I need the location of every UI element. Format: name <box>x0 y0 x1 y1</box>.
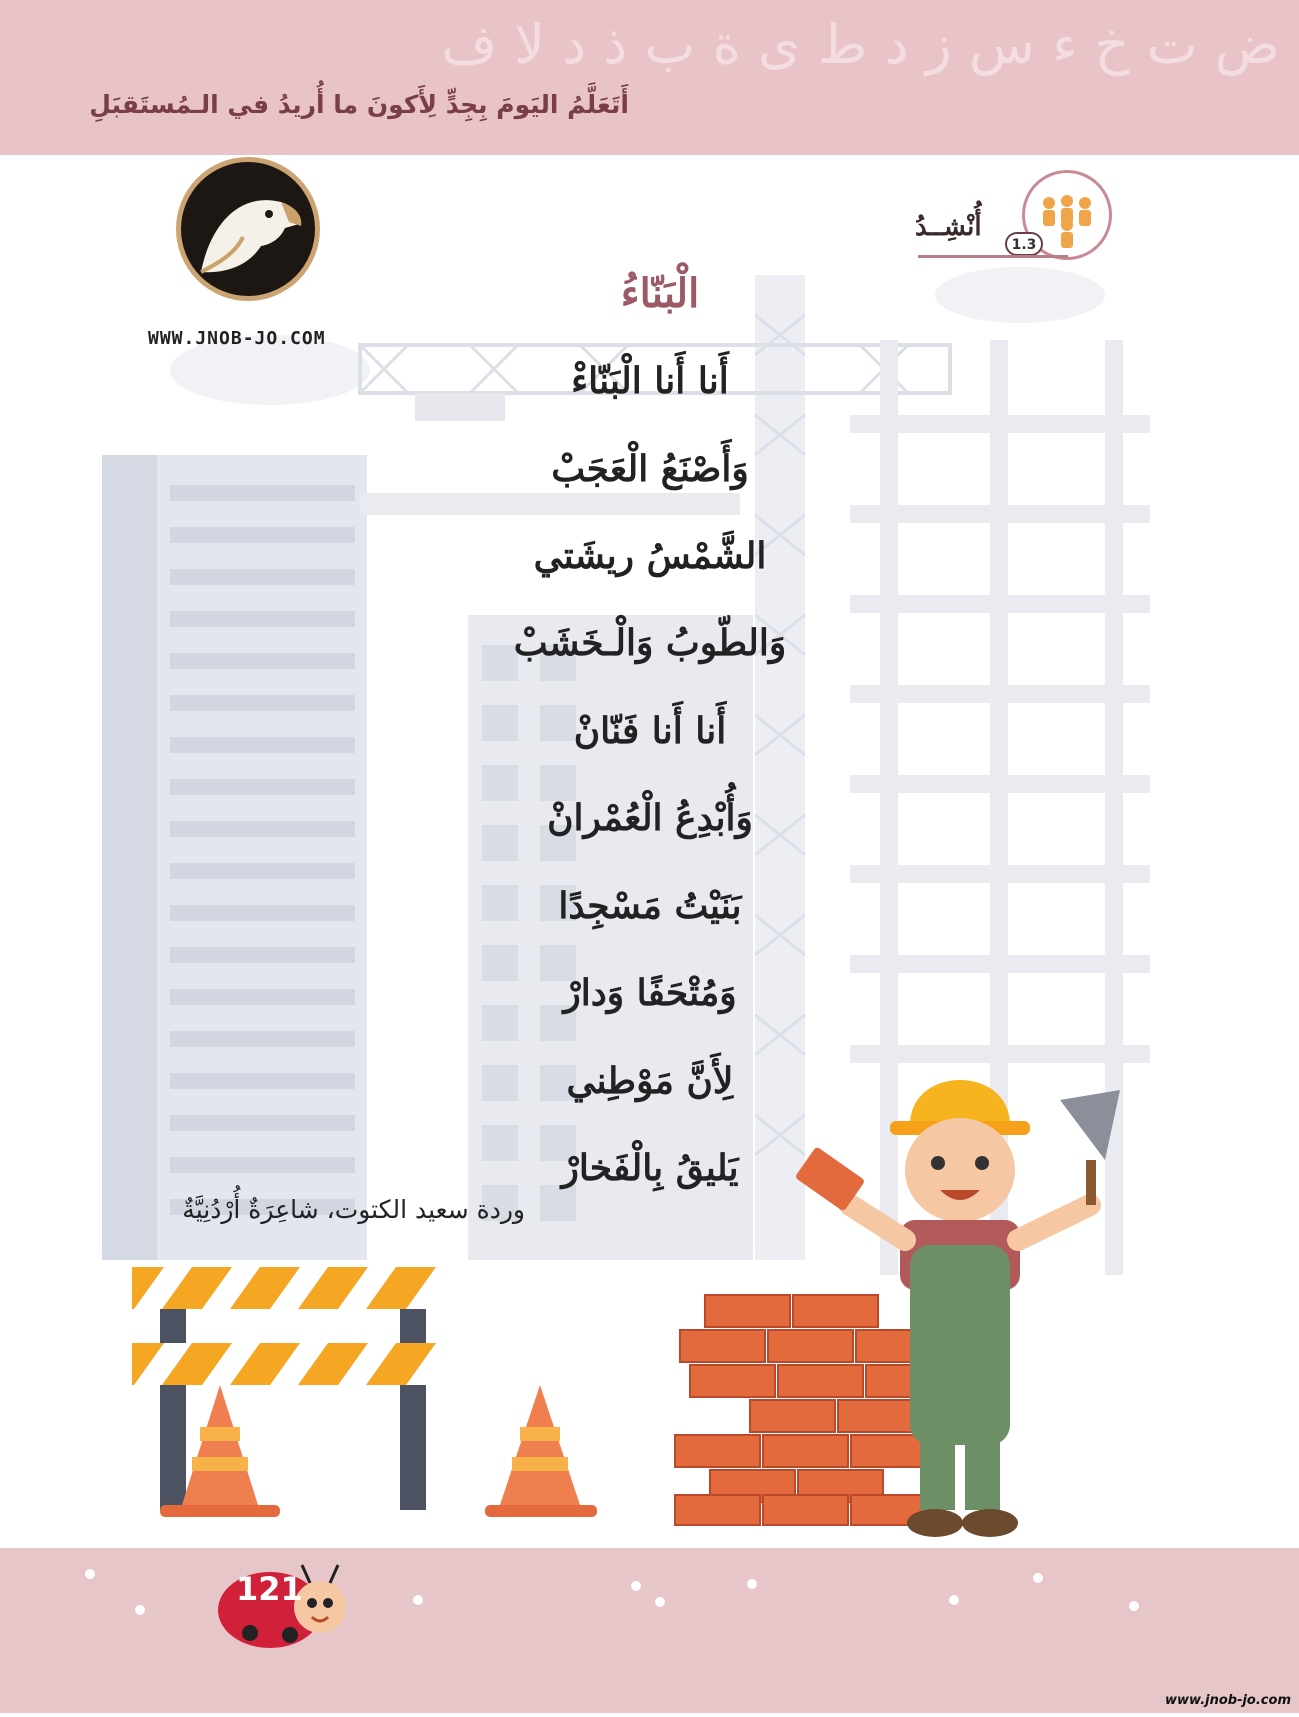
poem-line: بَنَيْتُ مَسْجِدًا <box>558 885 742 927</box>
poem-attribution: وردة سعيد الكتوت، شاعِرَةٌ أُرْدُنِيَّةٌ <box>182 1195 525 1224</box>
bottom-band <box>0 1548 1299 1713</box>
poem-line: الشَّمْسُ ريشَتي <box>533 535 767 577</box>
banner-background-letters: ض ت خ ء س ز د ط ى ة ب ذ د لا ف <box>441 13 1280 76</box>
poem-line: وَأُبْدِعُ الْعُمْرانْ <box>547 797 753 839</box>
poem-title: الْبَنّاءُ <box>620 270 700 317</box>
builder-boy-illustration <box>790 1045 1180 1565</box>
poem-line: أَنا أَنا فَنّانْ <box>573 710 727 752</box>
eagle-icon <box>181 162 315 296</box>
lesson-label: أُنْشِــدُ <box>915 212 982 242</box>
top-banner <box>0 0 1299 155</box>
lesson-underline <box>918 255 1068 258</box>
page-number: 121 <box>236 1570 303 1608</box>
header-slogan: أَتَعَلَّمُ اليَومَ بِجِدٍّ لِأَكونَ ما أُريدُ في الـمُستَقبَلِ <box>89 90 629 119</box>
logo-url: WWW.JNOB-JO.COM <box>148 328 326 349</box>
barrier-and-cones <box>120 1255 660 1525</box>
poem-line: وَأَصْنَعُ الْعَجَبْ <box>551 448 749 490</box>
poem-line: وَالطّوبُ وَالْـخَشَبْ <box>513 622 787 664</box>
poem-line: لِأَنَّ مَوْطِني <box>566 1060 734 1102</box>
poem-line: أَنا أَنا الْبَنّاءْ <box>571 360 729 402</box>
flower-decorations <box>0 1548 1299 1713</box>
eagle-logo <box>176 157 320 301</box>
lesson-number: 1.3 <box>1005 232 1043 256</box>
poem-line: يَليقُ بِالْفَخارْ <box>561 1147 739 1189</box>
footer-url[interactable]: www.jnob-jo.com <box>1165 1693 1291 1708</box>
poem-line: وَمُتْحَفًا وَدارْ <box>563 972 737 1014</box>
